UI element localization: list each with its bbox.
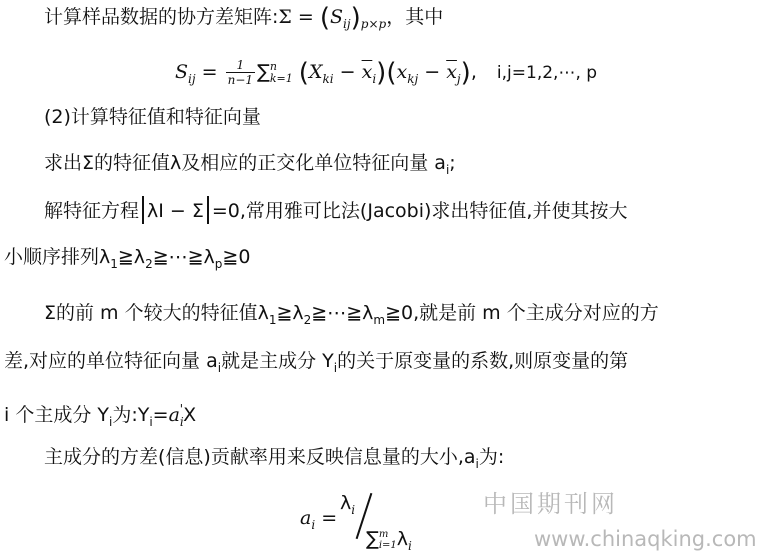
subscript-i: i [351,503,356,517]
ge-lambda: ≧λ [117,246,146,268]
ki-subscript: ki [322,72,334,86]
left-paren: ( [298,58,309,88]
principal-text: Σ的前 m 个较大的特征值λ [44,302,269,324]
i-subscript: i [445,163,450,177]
fraction [226,58,255,87]
contribution-line [44,444,504,477]
determinant-content: λI − Σ [147,200,204,222]
section-heading-text: (2)计算特征值和特征向量 [44,106,261,128]
component-def-text: i 个主成分 Y [4,404,109,426]
left-paren: ( [386,58,397,88]
equation-intro-text: 解特征方程 [44,200,140,222]
eigen-line [44,150,456,183]
subscript-i: i [311,518,316,532]
among-them-text: ，其中 [386,6,444,28]
ij-subscript: ij [188,72,196,86]
sum-limits [270,61,293,85]
coefficient-line [4,348,628,381]
a-symbol: a [168,404,180,426]
x-symbol: x [396,61,408,83]
ge-ellipsis: ≧⋯≧λ [311,302,374,324]
formula-denominator [366,526,412,559]
kj-subscript: kj [407,72,419,86]
subscript-i: i [108,415,113,429]
lambda-symbol: λ [396,528,409,550]
ordering-text: 小顺序排列λ [4,246,111,268]
pxp-subscript: p×p [360,17,387,31]
component-definition-line [4,396,196,435]
x-mean-symbol: $\overline{x}$ [446,61,457,83]
subscript-2: 2 [303,313,312,327]
watermark-cn: 中国期刊网 [483,490,618,518]
ge-zero: ≧0 [222,246,251,268]
x-symbol: X [183,404,197,426]
sum-symbol: ∑ [366,528,379,550]
principal-components-line [44,300,659,333]
right-paren: ) [376,58,387,88]
coefficient-text: 差,对应的单位特征向量 a [4,350,218,372]
sum-upper-limit: n [269,59,277,73]
sum-limits [379,529,397,551]
s-symbol: S [175,61,189,83]
subscript-2: 2 [145,257,153,271]
equals-sign: = [297,6,314,28]
component-text: 就是主成分 Y [221,350,334,372]
subscript-m: m [373,313,386,327]
semicolon: ; [449,152,456,174]
equals-sign: = [152,404,169,426]
comma: , [470,61,477,83]
contribution-tail-text: 为: [478,446,505,468]
ge-ellipsis: ≧⋯≧λ [152,246,215,268]
subscript-i: i [149,415,153,429]
sum-upper-limit: m [378,528,389,540]
subscript-i: i [217,361,222,375]
ij-subscript: ij [343,17,351,31]
watermark-url: www.chinaqking.com [534,527,757,551]
determinant-bar-right [207,196,209,224]
sum-lower-limit: k=1 [269,71,293,85]
equation-tail-text: =0,常用雅可比法(Jacobi)求出特征值,并使其按大 [211,200,628,222]
determinant-bar-left [142,196,144,224]
subscript-1: 1 [268,313,277,327]
sigma-symbol: Σ [278,6,292,28]
i-subscript: i [372,72,377,86]
x-symbol: X [308,61,323,83]
fraction-numerator: 1 [226,58,255,73]
eigen-text: 求出Σ的特征值λ及相应的正交化单位特征向量 a [44,152,446,174]
ge-lambda: ≧λ [276,302,304,324]
ordering-line [4,244,250,277]
subscript-i: i [408,539,412,553]
index-range: i,j=1,2,⋯, p [496,63,598,83]
covariance-matrix-line [44,4,443,37]
lambda-symbol: λ [340,492,352,514]
covariance-intro-text: 计算样品数据的协方差矩阵: [44,6,279,28]
subscript-1: 1 [110,257,118,271]
contribution-text: 主成分的方差(信息)贡献率用来反映信息量的大小,a [44,446,476,468]
right-paren: ) [460,58,471,88]
minus-sign: − [424,61,441,83]
left-paren: ( [319,3,331,33]
minus-sign: − [339,61,356,83]
right-paren: ) [350,3,361,33]
principal-tail-text: ≧0,就是前 m 个主成分对应的方 [385,302,659,324]
characteristic-equation-line [44,196,627,224]
subscript-i: i [333,361,338,375]
x-mean-symbol: $\overline{x}$ [361,61,373,83]
contribution-formula [300,505,337,538]
subscript-i: i [179,415,184,429]
formula-numerator [340,490,355,523]
section-heading [44,104,261,130]
prime-mark: ' [179,402,184,416]
equals-sign: = [201,61,218,83]
subscript-i: i [475,457,479,471]
coefficient-tail-text: 的关于原变量的系数,则原变量的第 [337,350,629,372]
j-subscript: j [456,72,461,86]
sum-lower-limit: i=1 [378,539,397,551]
subscript-p: p [214,257,223,271]
covariance-formula-line [175,58,597,92]
a-symbol: a [300,507,312,529]
equals-sign: = [321,507,338,529]
sum-symbol: ∑ [257,61,270,83]
as-text: 为:Y [112,404,150,426]
fraction-denominator: n−1 [227,73,254,87]
s-symbol: S [330,6,344,28]
